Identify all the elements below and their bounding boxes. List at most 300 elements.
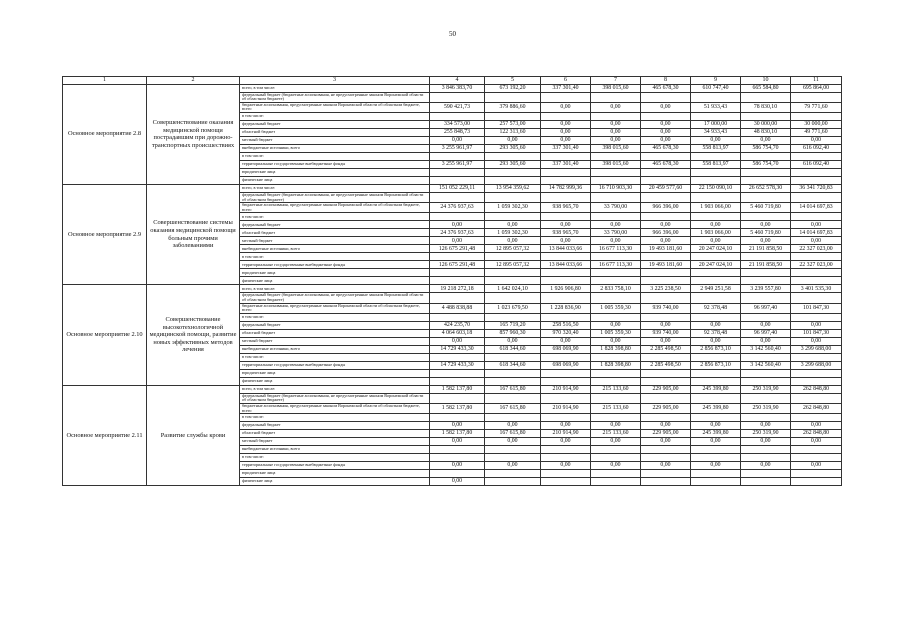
value-cell: 0,00 [430, 422, 485, 430]
value-cell: 0,00 [641, 120, 691, 128]
value-cell [741, 478, 791, 486]
value-cell: 938 965,70 [541, 229, 591, 237]
header-cell: 9 [691, 77, 741, 85]
value-cell [641, 92, 691, 102]
value-cell: 215 133,60 [591, 385, 641, 393]
value-cell: 0,00 [691, 337, 741, 345]
value-cell: 1 005 359,30 [591, 303, 641, 313]
source-label-cell: в том числе: [240, 253, 430, 261]
value-cell [591, 369, 641, 377]
value-cell [541, 470, 591, 478]
value-cell: 0,00 [791, 337, 842, 345]
value-cell: 167 615,80 [485, 385, 541, 393]
header-cell: 8 [641, 77, 691, 85]
value-cell: 2 856 873,10 [691, 361, 741, 369]
value-cell: 0,00 [791, 321, 842, 329]
value-cell: 0,00 [641, 128, 691, 136]
value-cell: 0,00 [430, 478, 485, 486]
value-cell: 337 301,40 [541, 144, 591, 152]
value-cell: 0,00 [541, 221, 591, 229]
value-cell: 293 305,60 [485, 144, 541, 152]
value-cell [691, 353, 741, 361]
source-label-cell: в том числе: [240, 213, 430, 221]
value-cell: 13 844 033,66 [541, 261, 591, 269]
budget-table [62, 76, 842, 486]
source-label-cell: юридические лица [240, 168, 430, 176]
value-cell [791, 152, 842, 160]
value-cell [691, 168, 741, 176]
value-cell: 12 895 057,32 [485, 245, 541, 253]
header-cell: 1 [63, 77, 147, 85]
value-cell: 0,00 [591, 102, 641, 112]
value-cell [485, 192, 541, 202]
header-cell: 11 [791, 77, 842, 85]
value-cell [485, 269, 541, 277]
value-cell: 16 710 903,30 [591, 184, 641, 192]
value-cell [691, 152, 741, 160]
value-cell [485, 377, 541, 385]
source-label-cell: в том числе: [240, 454, 430, 462]
value-cell: 3 225 238,50 [641, 285, 691, 293]
header-cell: 2 [147, 77, 240, 85]
value-cell: 938 965,70 [541, 203, 591, 213]
value-cell: 0,00 [691, 462, 741, 470]
value-cell: 24 376 937,63 [430, 203, 485, 213]
value-cell [485, 213, 541, 221]
value-cell: 0,00 [741, 237, 791, 245]
value-cell: 215 133,60 [591, 430, 641, 438]
value-cell [485, 478, 541, 486]
value-cell: 618 344,60 [485, 345, 541, 353]
value-cell: 17 000,00 [691, 120, 741, 128]
value-cell [485, 446, 541, 454]
value-cell [430, 192, 485, 202]
value-cell [791, 269, 842, 277]
value-cell: 262 848,80 [791, 430, 842, 438]
value-cell [691, 213, 741, 221]
value-cell: 51 933,43 [691, 102, 741, 112]
value-cell [430, 454, 485, 462]
value-cell [691, 369, 741, 377]
value-cell [430, 176, 485, 184]
value-cell: 698 069,90 [541, 361, 591, 369]
source-label-cell: бюджетные ассигнования, предусмотренные законом Воронежской области об областном бюджете, всего [240, 303, 430, 313]
value-cell: 0,00 [541, 120, 591, 128]
value-cell [641, 393, 691, 403]
value-cell [741, 353, 791, 361]
value-cell: 34 933,43 [691, 128, 741, 136]
value-cell: 0,00 [791, 221, 842, 229]
value-cell: 0,00 [641, 237, 691, 245]
value-cell: 0,00 [430, 136, 485, 144]
source-label-cell: бюджетные ассигнования, предусмотренные законом Воронежской области об областном бюджете, всего [240, 403, 430, 413]
value-cell: 0,00 [541, 462, 591, 470]
value-cell: 20 247 024,10 [691, 261, 741, 269]
value-cell: 245 399,80 [691, 430, 741, 438]
value-cell [741, 377, 791, 385]
value-cell: 465 678,30 [641, 144, 691, 152]
value-cell [591, 92, 641, 102]
value-cell: 16 677 113,30 [591, 261, 641, 269]
value-cell [691, 277, 741, 285]
value-cell: 0,00 [430, 337, 485, 345]
value-cell: 586 754,70 [741, 160, 791, 168]
value-cell [641, 213, 691, 221]
value-cell [741, 470, 791, 478]
source-label-cell: всего, в том числе: [240, 285, 430, 293]
value-cell [741, 454, 791, 462]
value-cell [485, 112, 541, 120]
value-cell: 30 000,00 [741, 120, 791, 128]
source-label-cell: федеральный бюджет (бюджетные ассигнования, не предусмотренные законом Воронежской области об областном бюджете) [240, 92, 430, 102]
value-cell: 966 396,00 [641, 203, 691, 213]
value-cell: 616 092,40 [791, 144, 842, 152]
value-cell: 229 905,00 [641, 430, 691, 438]
value-cell: 96 997,40 [741, 329, 791, 337]
value-cell: 0,00 [541, 102, 591, 112]
value-cell: 0,00 [641, 136, 691, 144]
value-cell: 465 678,30 [641, 160, 691, 168]
source-label-cell: федеральный бюджет [240, 321, 430, 329]
value-cell: 33 790,00 [591, 203, 641, 213]
value-cell: 939 740,00 [641, 329, 691, 337]
value-cell: 0,00 [691, 221, 741, 229]
value-cell: 21 191 858,50 [741, 245, 791, 253]
source-label-cell: в том числе: [240, 152, 430, 160]
value-cell [791, 353, 842, 361]
value-cell: 0,00 [485, 462, 541, 470]
value-cell [741, 269, 791, 277]
value-cell: 0,00 [641, 422, 691, 430]
value-cell: 257 573,00 [485, 120, 541, 128]
value-cell: 1 926 906,80 [541, 285, 591, 293]
value-cell: 590 421,73 [430, 102, 485, 112]
value-cell: 1 228 836,90 [541, 303, 591, 313]
value-cell [591, 470, 641, 478]
value-cell: 12 895 057,32 [485, 261, 541, 269]
source-label-cell: областной бюджет [240, 430, 430, 438]
value-cell [741, 393, 791, 403]
value-cell [485, 454, 541, 462]
value-cell [591, 277, 641, 285]
value-cell: 22 327 023,00 [791, 245, 842, 253]
value-cell [791, 377, 842, 385]
value-cell [485, 470, 541, 478]
value-cell [791, 446, 842, 454]
source-label-cell: местный бюджет [240, 136, 430, 144]
value-cell: 13 954 359,62 [485, 184, 541, 192]
value-cell: 0,00 [791, 438, 842, 446]
value-cell: 0,00 [591, 237, 641, 245]
value-cell: 337 301,40 [541, 160, 591, 168]
value-cell: 122 313,60 [485, 128, 541, 136]
value-cell [691, 176, 741, 184]
value-cell: 0,00 [691, 422, 741, 430]
value-cell: 22 150 090,10 [691, 184, 741, 192]
value-cell [591, 478, 641, 486]
value-cell: 101 847,30 [791, 329, 842, 337]
value-cell [430, 277, 485, 285]
value-cell: 210 914,90 [541, 430, 591, 438]
measure-name-cell: Совершенствование системы оказания медицинской помощи больным прочими заболеваниями [147, 184, 240, 284]
value-cell [541, 369, 591, 377]
value-cell [541, 152, 591, 160]
header-cell: 4 [430, 77, 485, 85]
value-cell: 49 771,60 [791, 128, 842, 136]
measure-name-cell: Развитие службы крови [147, 385, 240, 485]
value-cell [591, 269, 641, 277]
value-cell: 167 615,80 [485, 430, 541, 438]
value-cell: 293 305,60 [485, 160, 541, 168]
source-label-cell: местный бюджет [240, 337, 430, 345]
value-cell: 255 848,73 [430, 128, 485, 136]
value-cell [641, 377, 691, 385]
value-cell [641, 478, 691, 486]
value-cell: 26 652 578,30 [741, 184, 791, 192]
value-cell: 1 005 359,30 [591, 329, 641, 337]
value-cell: 245 399,80 [691, 385, 741, 393]
value-cell [591, 454, 641, 462]
value-cell: 21 191 858,50 [741, 261, 791, 269]
value-cell [591, 213, 641, 221]
measure-cell: Основное мероприятие 2.11 [63, 385, 147, 485]
value-cell [541, 253, 591, 261]
source-label-cell: федеральный бюджет (бюджетные ассигнования, не предусмотренные законом Воронежской области об областном бюджете) [240, 192, 430, 202]
value-cell [541, 377, 591, 385]
value-cell: 2 285 498,50 [641, 345, 691, 353]
value-cell: 126 675 291,48 [430, 245, 485, 253]
value-cell [791, 213, 842, 221]
source-label-cell: в том числе: [240, 414, 430, 422]
value-cell: 0,00 [741, 462, 791, 470]
measure-name-cell: Совершенствование оказания медицинской помощи пострадавшим при дорожно-транспортных происшествиях [147, 84, 240, 184]
value-cell [591, 446, 641, 454]
value-cell [430, 313, 485, 321]
value-cell: 3 299 688,00 [791, 361, 842, 369]
source-label-cell: всего, в том числе: [240, 184, 430, 192]
value-cell: 0,00 [541, 337, 591, 345]
value-cell [591, 377, 641, 385]
value-cell [741, 277, 791, 285]
value-cell [691, 293, 741, 303]
value-cell: 5 460 719,80 [741, 203, 791, 213]
value-cell [741, 168, 791, 176]
value-cell [641, 353, 691, 361]
value-cell: 0,00 [591, 438, 641, 446]
value-cell [641, 168, 691, 176]
value-cell [641, 293, 691, 303]
value-cell: 1 903 066,00 [691, 229, 741, 237]
value-cell: 0,00 [541, 237, 591, 245]
value-cell [541, 213, 591, 221]
value-cell: 1 582 137,80 [430, 385, 485, 393]
value-cell [691, 92, 741, 102]
value-cell [741, 176, 791, 184]
source-label-cell: юридические лица [240, 470, 430, 478]
value-cell: 79 771,60 [791, 102, 842, 112]
value-cell: 1 582 137,80 [430, 403, 485, 413]
value-cell [541, 92, 591, 102]
value-cell [430, 152, 485, 160]
value-cell [641, 313, 691, 321]
value-cell: 78 830,10 [741, 102, 791, 112]
value-cell: 5 460 719,80 [741, 229, 791, 237]
source-label-cell: территориальные государственные внебюджетные фонды [240, 361, 430, 369]
value-cell: 1 582 137,80 [430, 430, 485, 438]
value-cell: 0,00 [641, 337, 691, 345]
value-cell: 3 255 961,97 [430, 160, 485, 168]
value-cell: 126 675 291,48 [430, 261, 485, 269]
value-cell [430, 92, 485, 102]
value-cell [791, 369, 842, 377]
value-cell: 19 493 181,60 [641, 245, 691, 253]
value-cell [641, 112, 691, 120]
value-cell [791, 277, 842, 285]
value-cell: 618 344,60 [485, 361, 541, 369]
value-cell: 0,00 [791, 136, 842, 144]
value-cell [641, 152, 691, 160]
value-cell: 14 782 999,36 [541, 184, 591, 192]
value-cell: 2 833 758,10 [591, 285, 641, 293]
value-cell: 0,00 [591, 128, 641, 136]
value-cell: 0,00 [691, 438, 741, 446]
source-label-cell: областной бюджет [240, 229, 430, 237]
value-cell: 0,00 [641, 321, 691, 329]
value-cell [791, 168, 842, 176]
value-cell [430, 353, 485, 361]
value-cell [591, 176, 641, 184]
value-cell: 262 848,80 [791, 385, 842, 393]
value-cell [691, 377, 741, 385]
value-cell [541, 176, 591, 184]
source-label-cell: территориальные государственные внебюджетные фонды [240, 462, 430, 470]
value-cell [541, 168, 591, 176]
value-cell: 0,00 [691, 237, 741, 245]
value-cell [791, 478, 842, 486]
value-cell [791, 192, 842, 202]
value-cell: 14 014 697,83 [791, 203, 842, 213]
value-cell: 0,00 [591, 136, 641, 144]
value-cell [485, 369, 541, 377]
source-label-cell: в том числе: [240, 313, 430, 321]
value-cell: 1 023 679,50 [485, 303, 541, 313]
header-cell: 3 [240, 77, 430, 85]
value-cell [791, 293, 842, 303]
table-body [63, 77, 842, 486]
source-label-cell: областной бюджет [240, 128, 430, 136]
value-cell [741, 414, 791, 422]
value-cell: 250 319,90 [741, 385, 791, 393]
value-cell: 0,00 [541, 422, 591, 430]
value-cell [691, 414, 741, 422]
value-cell [541, 269, 591, 277]
value-cell: 14 729 433,30 [430, 361, 485, 369]
value-cell: 262 848,80 [791, 403, 842, 413]
value-cell [430, 213, 485, 221]
value-cell [791, 393, 842, 403]
value-cell: 20 247 024,10 [691, 245, 741, 253]
header-row [63, 77, 842, 85]
value-cell [485, 253, 541, 261]
value-cell: 695 864,00 [791, 84, 842, 92]
value-cell: 0,00 [691, 321, 741, 329]
value-cell [741, 192, 791, 202]
page-number: 50 [449, 30, 456, 38]
value-cell: 398 015,60 [591, 144, 641, 152]
value-cell [485, 277, 541, 285]
value-cell [430, 293, 485, 303]
source-label-cell: всего, в том числе: [240, 385, 430, 393]
value-cell: 398 015,60 [591, 160, 641, 168]
value-cell [591, 253, 641, 261]
value-cell: 0,00 [485, 337, 541, 345]
value-cell: 0,00 [485, 136, 541, 144]
value-cell [741, 253, 791, 261]
value-cell [641, 176, 691, 184]
source-label-cell: в том числе: [240, 353, 430, 361]
value-cell: 3 299 688,00 [791, 345, 842, 353]
value-cell: 250 319,90 [741, 430, 791, 438]
value-cell: 3 401 535,30 [791, 285, 842, 293]
value-cell: 616 092,40 [791, 160, 842, 168]
value-cell [485, 353, 541, 361]
value-cell: 0,00 [591, 120, 641, 128]
value-cell: 36 341 720,83 [791, 184, 842, 192]
value-cell [791, 414, 842, 422]
value-cell [430, 369, 485, 377]
value-cell [430, 446, 485, 454]
value-cell [541, 478, 591, 486]
value-cell: 0,00 [741, 321, 791, 329]
value-cell: 210 914,90 [541, 403, 591, 413]
value-cell: 465 678,30 [641, 84, 691, 92]
value-cell: 245 399,80 [691, 403, 741, 413]
value-cell [541, 192, 591, 202]
value-cell: 96 997,40 [741, 303, 791, 313]
value-cell [591, 168, 641, 176]
value-cell: 0,00 [641, 438, 691, 446]
value-cell: 0,00 [791, 462, 842, 470]
value-cell: 966 396,00 [641, 229, 691, 237]
value-cell: 337 301,40 [541, 84, 591, 92]
value-cell [541, 393, 591, 403]
value-cell [541, 293, 591, 303]
value-cell: 20 459 577,60 [641, 184, 691, 192]
table-row [63, 184, 842, 192]
value-cell [591, 393, 641, 403]
value-cell: 0,00 [741, 422, 791, 430]
value-cell: 14 014 697,83 [791, 229, 842, 237]
value-cell: 2 285 498,50 [641, 361, 691, 369]
value-cell [791, 176, 842, 184]
value-cell: 165 719,20 [485, 321, 541, 329]
value-cell: 0,00 [691, 136, 741, 144]
value-cell: 258 516,50 [541, 321, 591, 329]
value-cell: 167 615,80 [485, 403, 541, 413]
value-cell [791, 470, 842, 478]
value-cell [641, 446, 691, 454]
value-cell [430, 377, 485, 385]
value-cell: 334 573,00 [430, 120, 485, 128]
source-label-cell: в том числе: [240, 112, 430, 120]
value-cell: 610 747,40 [691, 84, 741, 92]
value-cell [541, 277, 591, 285]
value-cell: 424 235,70 [430, 321, 485, 329]
value-cell [591, 313, 641, 321]
value-cell: 3 142 560,40 [741, 345, 791, 353]
value-cell: 939 740,00 [641, 303, 691, 313]
value-cell: 0,00 [430, 462, 485, 470]
